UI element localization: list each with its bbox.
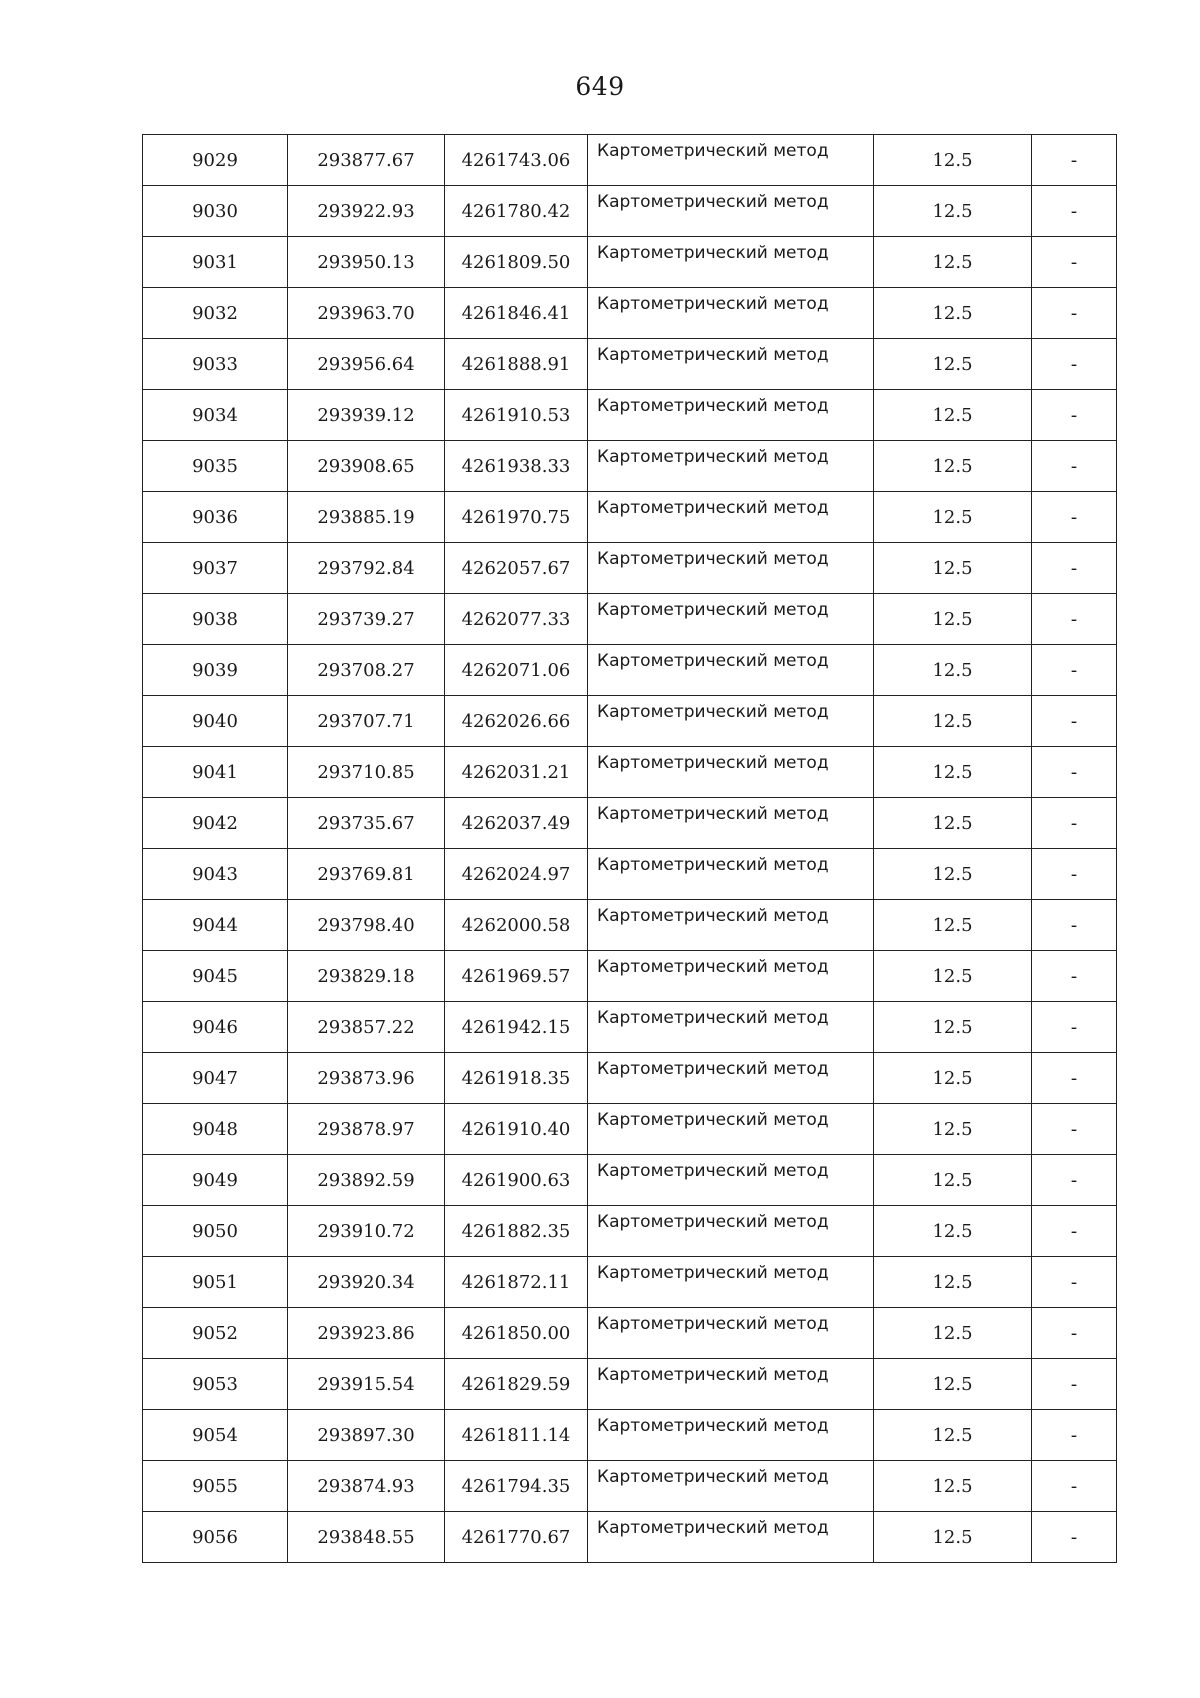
- note-cell: -: [1032, 849, 1117, 900]
- x-coordinate-cell: 293829.18: [288, 951, 445, 1002]
- x-coordinate-cell: 293885.19: [288, 492, 445, 543]
- x-coordinate-cell: 293939.12: [288, 390, 445, 441]
- y-coordinate-cell: 4262057.67: [445, 543, 588, 594]
- point-number-cell: 9051: [143, 1257, 288, 1308]
- method-cell: Картометрический метод: [588, 1104, 874, 1155]
- note-cell: -: [1032, 1257, 1117, 1308]
- y-coordinate-cell: 4261900.63: [445, 1155, 588, 1206]
- x-coordinate-cell: 293708.27: [288, 645, 445, 696]
- table-row: [143, 1002, 1117, 1053]
- precision-cell: 12.5: [874, 1308, 1032, 1359]
- y-coordinate-cell: 4262000.58: [445, 900, 588, 951]
- x-coordinate-cell: 293922.93: [288, 186, 445, 237]
- y-coordinate-cell: 4261846.41: [445, 288, 588, 339]
- y-coordinate-cell: 4261888.91: [445, 339, 588, 390]
- table-row: [143, 1206, 1117, 1257]
- point-number-cell: 9055: [143, 1461, 288, 1512]
- precision-cell: 12.5: [874, 1461, 1032, 1512]
- point-number-cell: 9056: [143, 1512, 288, 1563]
- point-number-cell: 9042: [143, 798, 288, 849]
- point-number-cell: 9050: [143, 1206, 288, 1257]
- x-coordinate-cell: 293707.71: [288, 696, 445, 747]
- x-coordinate-cell: 293857.22: [288, 1002, 445, 1053]
- precision-cell: 12.5: [874, 441, 1032, 492]
- y-coordinate-cell: 4261882.35: [445, 1206, 588, 1257]
- table-row: [143, 951, 1117, 1002]
- note-cell: -: [1032, 237, 1117, 288]
- y-coordinate-cell: 4261850.00: [445, 1308, 588, 1359]
- note-cell: -: [1032, 696, 1117, 747]
- precision-cell: 12.5: [874, 1257, 1032, 1308]
- table-row: [143, 747, 1117, 798]
- table-row: [143, 1512, 1117, 1563]
- point-number-cell: 9040: [143, 696, 288, 747]
- point-number-cell: 9039: [143, 645, 288, 696]
- precision-cell: 12.5: [874, 1206, 1032, 1257]
- y-coordinate-cell: 4261872.11: [445, 1257, 588, 1308]
- precision-cell: 12.5: [874, 1104, 1032, 1155]
- note-cell: -: [1032, 1206, 1117, 1257]
- precision-cell: 12.5: [874, 1512, 1032, 1563]
- table-row: [143, 1461, 1117, 1512]
- note-cell: -: [1032, 186, 1117, 237]
- method-cell: Картометрический метод: [588, 135, 874, 186]
- precision-cell: 12.5: [874, 492, 1032, 543]
- note-cell: -: [1032, 1512, 1117, 1563]
- y-coordinate-cell: 4262077.33: [445, 594, 588, 645]
- y-coordinate-cell: 4261969.57: [445, 951, 588, 1002]
- precision-cell: 12.5: [874, 798, 1032, 849]
- table-row: [143, 1053, 1117, 1104]
- note-cell: -: [1032, 900, 1117, 951]
- note-cell: -: [1032, 1410, 1117, 1461]
- method-cell: Картометрический метод: [588, 747, 874, 798]
- method-cell: Картометрический метод: [588, 339, 874, 390]
- precision-cell: 12.5: [874, 1359, 1032, 1410]
- y-coordinate-cell: 4261780.42: [445, 186, 588, 237]
- point-number-cell: 9048: [143, 1104, 288, 1155]
- method-cell: Картометрический метод: [588, 645, 874, 696]
- method-cell: Картометрический метод: [588, 594, 874, 645]
- precision-cell: 12.5: [874, 951, 1032, 1002]
- point-number-cell: 9054: [143, 1410, 288, 1461]
- point-number-cell: 9047: [143, 1053, 288, 1104]
- method-cell: Картометрический метод: [588, 1257, 874, 1308]
- method-cell: Картометрический метод: [588, 849, 874, 900]
- point-number-cell: 9041: [143, 747, 288, 798]
- method-cell: Картометрический метод: [588, 1002, 874, 1053]
- point-number-cell: 9029: [143, 135, 288, 186]
- method-cell: Картометрический метод: [588, 492, 874, 543]
- note-cell: -: [1032, 135, 1117, 186]
- coordinates-table: [142, 134, 1117, 1563]
- precision-cell: 12.5: [874, 1410, 1032, 1461]
- note-cell: -: [1032, 339, 1117, 390]
- x-coordinate-cell: 293892.59: [288, 1155, 445, 1206]
- precision-cell: 12.5: [874, 645, 1032, 696]
- x-coordinate-cell: 293908.65: [288, 441, 445, 492]
- note-cell: -: [1032, 441, 1117, 492]
- table-row: [143, 441, 1117, 492]
- x-coordinate-cell: 293897.30: [288, 1410, 445, 1461]
- x-coordinate-cell: 293915.54: [288, 1359, 445, 1410]
- table-row: [143, 1155, 1117, 1206]
- table-row: [143, 594, 1117, 645]
- point-number-cell: 9043: [143, 849, 288, 900]
- x-coordinate-cell: 293798.40: [288, 900, 445, 951]
- point-number-cell: 9034: [143, 390, 288, 441]
- x-coordinate-cell: 293878.97: [288, 1104, 445, 1155]
- precision-cell: 12.5: [874, 747, 1032, 798]
- x-coordinate-cell: 293950.13: [288, 237, 445, 288]
- method-cell: Картометрический метод: [588, 798, 874, 849]
- note-cell: -: [1032, 1002, 1117, 1053]
- point-number-cell: 9031: [143, 237, 288, 288]
- y-coordinate-cell: 4261743.06: [445, 135, 588, 186]
- method-cell: Картометрический метод: [588, 1359, 874, 1410]
- point-number-cell: 9037: [143, 543, 288, 594]
- table-row: [143, 1104, 1117, 1155]
- table-row: [143, 1410, 1117, 1461]
- point-number-cell: 9030: [143, 186, 288, 237]
- x-coordinate-cell: 293873.96: [288, 1053, 445, 1104]
- point-number-cell: 9044: [143, 900, 288, 951]
- table-row: [143, 543, 1117, 594]
- y-coordinate-cell: 4261770.67: [445, 1512, 588, 1563]
- note-cell: -: [1032, 492, 1117, 543]
- method-cell: Картометрический метод: [588, 1512, 874, 1563]
- method-cell: Картометрический метод: [588, 1206, 874, 1257]
- point-number-cell: 9053: [143, 1359, 288, 1410]
- table-row: [143, 237, 1117, 288]
- method-cell: Картометрический метод: [588, 237, 874, 288]
- y-coordinate-cell: 4262037.49: [445, 798, 588, 849]
- y-coordinate-cell: 4261910.53: [445, 390, 588, 441]
- y-coordinate-cell: 4262026.66: [445, 696, 588, 747]
- method-cell: Картометрический метод: [588, 186, 874, 237]
- y-coordinate-cell: 4262031.21: [445, 747, 588, 798]
- note-cell: -: [1032, 1053, 1117, 1104]
- method-cell: Картометрический метод: [588, 1410, 874, 1461]
- method-cell: Картометрический метод: [588, 1155, 874, 1206]
- precision-cell: 12.5: [874, 1002, 1032, 1053]
- method-cell: Картометрический метод: [588, 1053, 874, 1104]
- x-coordinate-cell: 293956.64: [288, 339, 445, 390]
- y-coordinate-cell: 4262024.97: [445, 849, 588, 900]
- note-cell: -: [1032, 1359, 1117, 1410]
- x-coordinate-cell: 293874.93: [288, 1461, 445, 1512]
- x-coordinate-cell: 293769.81: [288, 849, 445, 900]
- table-row: [143, 288, 1117, 339]
- method-cell: Картометрический метод: [588, 900, 874, 951]
- method-cell: Картометрический метод: [588, 1308, 874, 1359]
- point-number-cell: 9049: [143, 1155, 288, 1206]
- table-row: [143, 849, 1117, 900]
- precision-cell: 12.5: [874, 390, 1032, 441]
- table-row: [143, 798, 1117, 849]
- table-row: [143, 390, 1117, 441]
- table-row: [143, 900, 1117, 951]
- point-number-cell: 9045: [143, 951, 288, 1002]
- x-coordinate-cell: 293739.27: [288, 594, 445, 645]
- note-cell: -: [1032, 951, 1117, 1002]
- method-cell: Картометрический метод: [588, 1461, 874, 1512]
- precision-cell: 12.5: [874, 594, 1032, 645]
- method-cell: Картометрический метод: [588, 543, 874, 594]
- x-coordinate-cell: 293792.84: [288, 543, 445, 594]
- y-coordinate-cell: 4261794.35: [445, 1461, 588, 1512]
- point-number-cell: 9033: [143, 339, 288, 390]
- note-cell: -: [1032, 1461, 1117, 1512]
- x-coordinate-cell: 293910.72: [288, 1206, 445, 1257]
- y-coordinate-cell: 4261938.33: [445, 441, 588, 492]
- y-coordinate-cell: 4261829.59: [445, 1359, 588, 1410]
- point-number-cell: 9038: [143, 594, 288, 645]
- precision-cell: 12.5: [874, 288, 1032, 339]
- table-body: [143, 135, 1117, 1563]
- method-cell: Картометрический метод: [588, 441, 874, 492]
- table-row: [143, 1359, 1117, 1410]
- table-row: [143, 135, 1117, 186]
- point-number-cell: 9046: [143, 1002, 288, 1053]
- y-coordinate-cell: 4261970.75: [445, 492, 588, 543]
- note-cell: -: [1032, 390, 1117, 441]
- x-coordinate-cell: 293710.85: [288, 747, 445, 798]
- precision-cell: 12.5: [874, 849, 1032, 900]
- y-coordinate-cell: 4261942.15: [445, 1002, 588, 1053]
- x-coordinate-cell: 293963.70: [288, 288, 445, 339]
- note-cell: -: [1032, 1104, 1117, 1155]
- y-coordinate-cell: 4262071.06: [445, 645, 588, 696]
- precision-cell: 12.5: [874, 696, 1032, 747]
- note-cell: -: [1032, 1308, 1117, 1359]
- note-cell: -: [1032, 645, 1117, 696]
- page-number: 649: [575, 72, 625, 101]
- point-number-cell: 9035: [143, 441, 288, 492]
- precision-cell: 12.5: [874, 1053, 1032, 1104]
- x-coordinate-cell: 293848.55: [288, 1512, 445, 1563]
- method-cell: Картометрический метод: [588, 696, 874, 747]
- note-cell: -: [1032, 288, 1117, 339]
- note-cell: -: [1032, 1155, 1117, 1206]
- note-cell: -: [1032, 543, 1117, 594]
- point-number-cell: 9032: [143, 288, 288, 339]
- precision-cell: 12.5: [874, 135, 1032, 186]
- precision-cell: 12.5: [874, 186, 1032, 237]
- precision-cell: 12.5: [874, 237, 1032, 288]
- method-cell: Картометрический метод: [588, 390, 874, 441]
- x-coordinate-cell: 293920.34: [288, 1257, 445, 1308]
- x-coordinate-cell: 293735.67: [288, 798, 445, 849]
- note-cell: -: [1032, 594, 1117, 645]
- precision-cell: 12.5: [874, 1155, 1032, 1206]
- table-row: [143, 186, 1117, 237]
- x-coordinate-cell: 293877.67: [288, 135, 445, 186]
- point-number-cell: 9052: [143, 1308, 288, 1359]
- y-coordinate-cell: 4261910.40: [445, 1104, 588, 1155]
- precision-cell: 12.5: [874, 543, 1032, 594]
- table-row: [143, 645, 1117, 696]
- method-cell: Картометрический метод: [588, 288, 874, 339]
- y-coordinate-cell: 4261809.50: [445, 237, 588, 288]
- table-row: [143, 1257, 1117, 1308]
- precision-cell: 12.5: [874, 339, 1032, 390]
- note-cell: -: [1032, 798, 1117, 849]
- table-row: [143, 339, 1117, 390]
- x-coordinate-cell: 293923.86: [288, 1308, 445, 1359]
- y-coordinate-cell: 4261811.14: [445, 1410, 588, 1461]
- table-row: [143, 492, 1117, 543]
- table-row: [143, 696, 1117, 747]
- point-number-cell: 9036: [143, 492, 288, 543]
- precision-cell: 12.5: [874, 900, 1032, 951]
- method-cell: Картометрический метод: [588, 951, 874, 1002]
- y-coordinate-cell: 4261918.35: [445, 1053, 588, 1104]
- table-row: [143, 1308, 1117, 1359]
- note-cell: -: [1032, 747, 1117, 798]
